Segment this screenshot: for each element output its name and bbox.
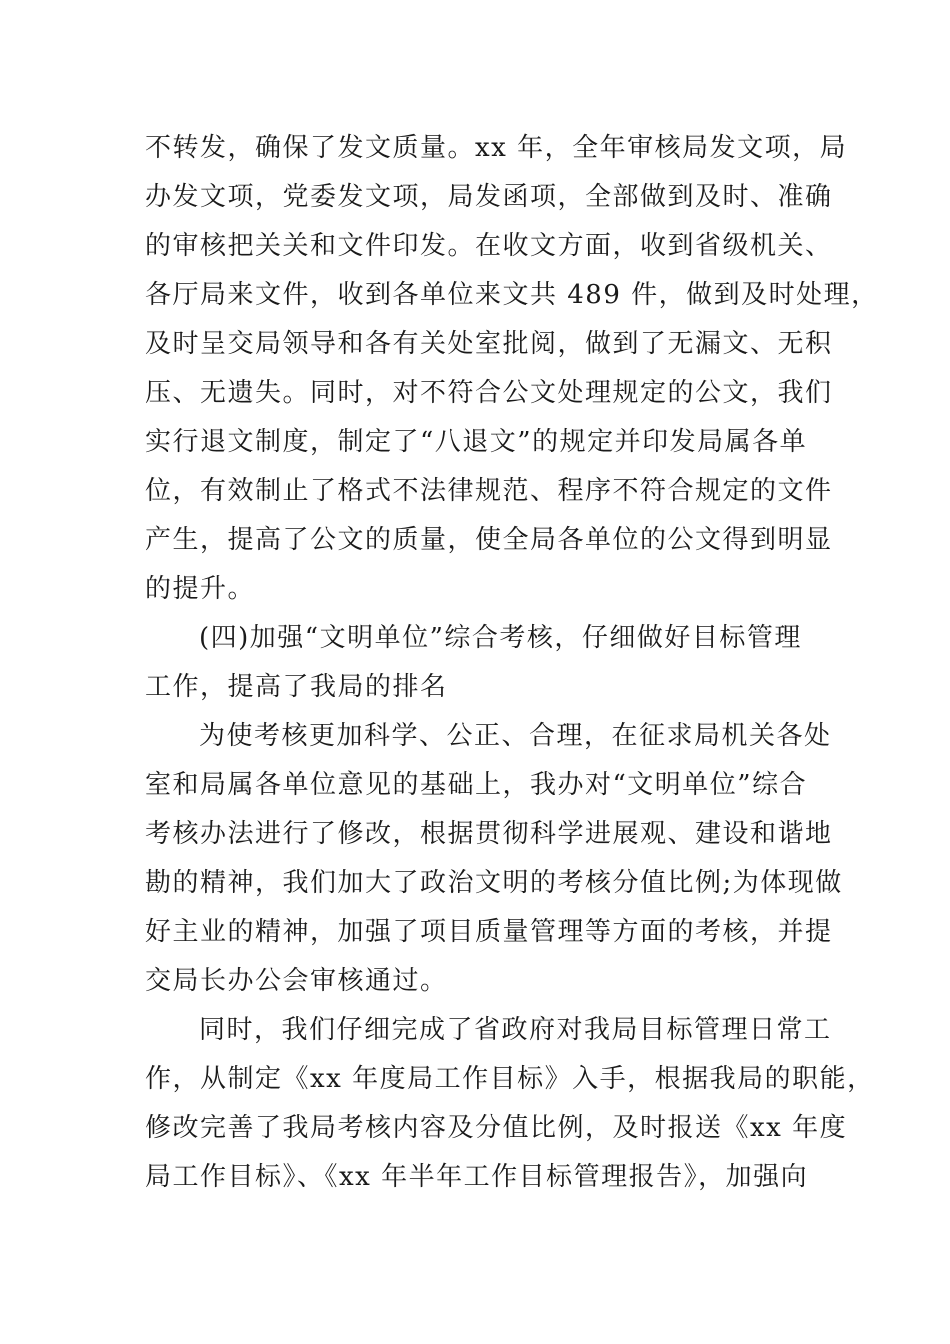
text-line: 的审核把关关和文件印发。在收文方面，收到省级机关、 [145,231,833,261]
text-line: 勘的精神，我们加大了政治文明的考核分值比例;为体现做 [145,868,843,898]
text-line: 修改完善了我局考核内容及分值比例，及时报送《xx 年度 [145,1113,848,1143]
text-line: 压、无遗失。同时，对不符合公文处理规定的公文，我们 [145,378,833,408]
text-line: 交局长办公会审核通过。 [145,966,448,996]
text-line: 及时呈交局领导和各有关处室批阅，做到了无漏文、无积 [145,329,833,359]
section-heading-line: 工作，提高了我局的排名 [145,672,448,702]
document-body [145,124,879,1202]
text-line: 作，从制定《xx 年度局工作目标》入手，根据我局的职能， [145,1064,875,1094]
text-line: 产生，提高了公文的质量，使全局各单位的公文得到明显 [145,525,833,555]
text-line: 室和局属各单位意见的基础上，我办对“文明单位”综合 [145,770,808,800]
text-line: 局工作目标》、《xx 年半年工作目标管理报告》，加强向 [145,1162,809,1192]
text-line: 好主业的精神，加强了项目质量管理等方面的考核，并提 [145,917,833,947]
text-line: 不转发，确保了发文质量。xx 年，全年审核局发文项，局 [145,133,848,163]
section-heading-line: (四)加强“文明单位”综合考核，仔细做好目标管理 [199,623,802,653]
paragraph-first-line: 同时，我们仔细完成了省政府对我局目标管理日常工 [199,1015,832,1045]
paragraph-first-line: 为使考核更加科学、公正、合理，在征求局机关各处 [199,721,832,751]
text-line: 位，有效制止了格式不法律规范、程序不符合规定的文件 [145,476,833,506]
text-line: 考核办法进行了修改，根据贯彻科学进展观、建设和谐地 [145,819,833,849]
text-line: 各厅局来文件，收到各单位来文共 489 件，做到及时处理， [145,280,879,310]
text-line: 的提升。 [145,574,256,604]
text-line: 实行退文制度，制定了“八退文”的规定并印发局属各单 [145,427,808,457]
text-line: 办发文项，党委发文项，局发函项，全部做到及时、准确 [145,182,833,212]
